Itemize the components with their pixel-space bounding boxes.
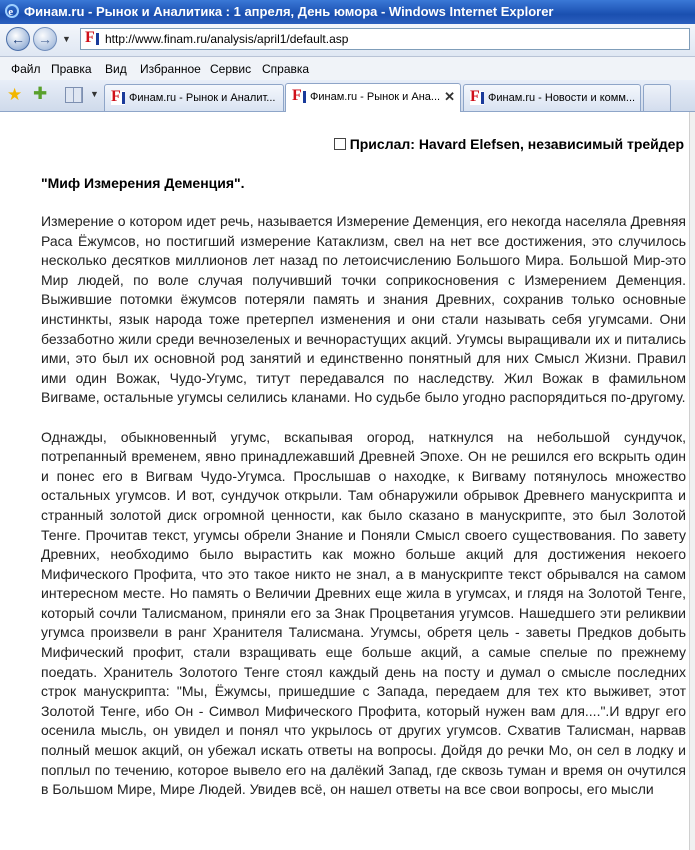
article-title: "Миф Измерения Деменция". [41, 175, 245, 191]
add-favorites-icon[interactable]: ✚ [33, 84, 48, 103]
svg-text:e: e [8, 6, 14, 18]
back-arrow-icon: ← [11, 31, 25, 47]
author-checkbox[interactable] [334, 138, 346, 150]
tab-finam-analytics[interactable] [104, 84, 284, 111]
menu-edit[interactable]: Правка [51, 62, 92, 76]
menu-help[interactable]: Справка [262, 62, 310, 76]
address-url[interactable]: http://www.finam.ru/analysis/april1/default.asp [105, 32, 349, 46]
recent-pages-dropdown[interactable]: ▼ [62, 34, 71, 44]
author-line [334, 136, 684, 152]
quick-tabs-icon[interactable] [65, 87, 83, 103]
menu-favorites[interactable]: Избранное [140, 62, 201, 76]
tab-finam-active[interactable] [285, 83, 461, 112]
menu-bar [0, 57, 695, 81]
finam-favicon-icon: F [470, 91, 484, 105]
close-tab-icon[interactable]: ✕ [444, 89, 455, 104]
tab-label: Финам.ru - Рынок и Аналит... [129, 92, 276, 104]
article-body [41, 212, 686, 819]
finam-favicon-icon: F [85, 32, 99, 46]
forward-button[interactable] [33, 27, 57, 51]
window-title: Финам.ru - Рынок и Аналитика : 1 апреля, День юмора - Windows Internet Explorer [24, 4, 554, 19]
vertical-scrollbar[interactable] [689, 112, 695, 850]
new-tab-button[interactable] [643, 84, 671, 111]
forward-arrow-icon: → [38, 31, 52, 47]
tab-finam-news[interactable] [463, 84, 641, 111]
finam-favicon-icon: F [292, 90, 306, 104]
author-label: Прислал: Havard Elefsen, независимый трейдер [349, 136, 684, 152]
page-content [0, 112, 695, 850]
tab-list-dropdown[interactable]: ▼ [90, 89, 99, 99]
address-toolbar [0, 24, 695, 57]
tab-label: Финам.ru - Новости и комм... [488, 92, 636, 104]
article-paragraph: Однажды, обыкновенный угумс, вскапывая огород, наткнулся на небольшой сундучок, потрепанный временем, явно принадлежавший Древней Эпохе. Он не решился его вскрыть один и понес его в Вигвам Чудо-Угумса. Прослышав о находке, к Вигваму потянулось множество остальных угумсов. И вот, сундучок открыли. Там обнаружили обрывок Древнего манускрипта и странный золотой диск огромной ценности, как было сказано в манускрипте, это был Золотой Тенге. Прочитав текст, угумсы обрели Знание и Поняли Смысл своего существования. По завету Древних, необходимо было вырастить как можно больше акций для достижения некоего Мифического Профита, что это такое никто не знал, а в манускрипте текст обрывался на самом интересном месте. Но память о Величии Древних еще жила в угумсах, и глядя на Золотой Тенге, который сочли Талисманом, приняли его за Знак Процветания угумсов. Нашедшего эти реликвии угумса произвели в ранг Хранителя Талисмана. Угумсы, обретя цель - заветы Предков добыть Мифический профит, стали взращивать еще больше акций, а самые спелые по прежнему поедать. Хранитель Золотого Тенге стоял каждый день на посту и думал о смысле последних строк манускрипта: "Мы, Ёжумсы, пришедшие с Запада, передаем для тех кто выживет, этот Золотой Тенге, ибо Он - Символ Мифического Профита, который нужен вам для....".И вдруг его осенила мысль, он увидел и понял что укрылось от других угумсов. Схватив Талисман, нарвав полный мешок акций, он убежал искать ответы на вопросы. Дойдя до речки Мо, он сел в лодку и поплыл по течению, которое вывело его на далёкий Запад, где сквозь туман и время он очутился в Большом Мире, Мире Людей. Увидев всё, он нашел ответы на все свои вопросы, его мысли [41, 428, 686, 798]
menu-tools[interactable]: Сервис [210, 62, 252, 76]
favorites-star-icon[interactable]: ★ [7, 85, 23, 104]
tab-bar [0, 80, 695, 112]
address-input[interactable] [80, 28, 690, 50]
window-title-bar [0, 0, 695, 24]
menu-view[interactable]: Вид [105, 62, 127, 76]
back-button[interactable] [6, 27, 30, 51]
menu-file[interactable]: Файл [11, 62, 41, 76]
tab-label: Финам.ru - Рынок и Ана... [310, 91, 441, 103]
finam-favicon-icon: F [111, 91, 125, 105]
article-paragraph: Измерение о котором идет речь, называется Измерение Деменция, его некогда населяла Древняя Раса Ёжумсов, но постигший измерение Катаклизм, свел на нет все достижения, это случилось несколько десятков миллионов лет назад по летоисчислению Большого Мира. Большой Мир-это Мир людей, по воле случая получивший точки соприкосновения с Измерением Деменция. Выжившие потомки ёжумсов потеряли память и знания Древних, сохранив только основные инстинкты, язык народа тоже претерпел изменения и они стали называть себя угумсами. Они беззаботно жили среди вечнозеленых и вечнорастущих акций. Угумсы выращивали их и питались ими, это был их основной род занятий и единственно понятный для них Смысл Жизни. Правил ими один Вожак, Чудо-Угумс, титут передавался по наследству. Жил Вожак в фамильном Вигваме, остальные угумсы селились кланами. Но судьбе было угодно распорядиться по-другому. [41, 213, 686, 406]
ie-logo-icon [4, 3, 20, 19]
